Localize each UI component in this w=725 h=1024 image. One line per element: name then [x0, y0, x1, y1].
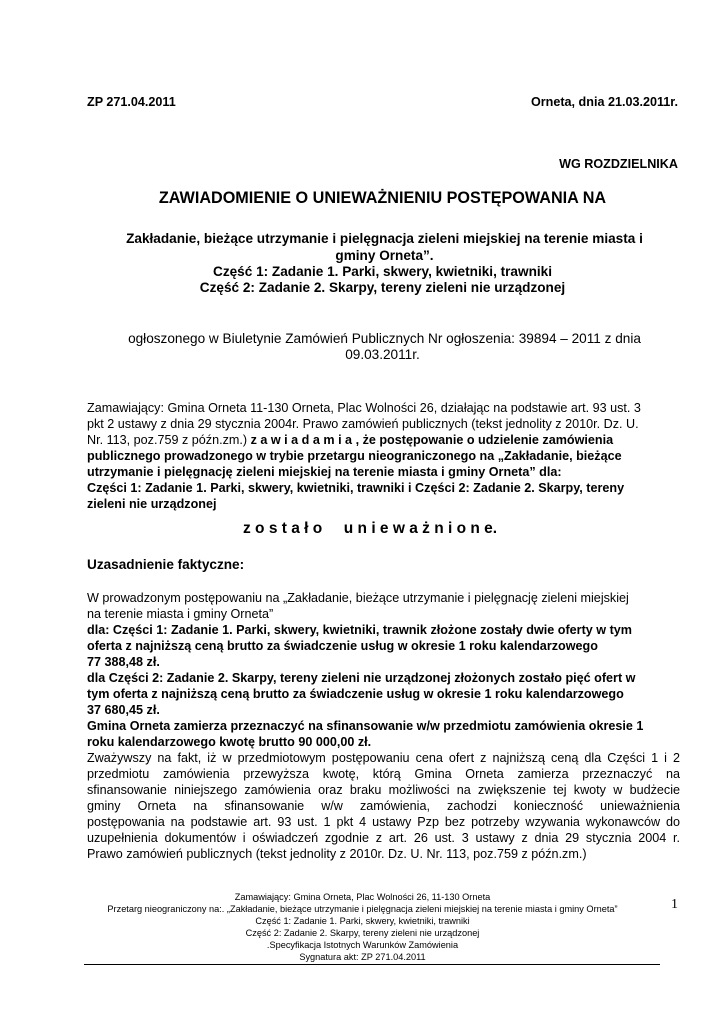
justification-line: dla Części 2: Zadanie 2. Skarpy, tereny zieleni nie urządzonej złożonych zostało pięć ofert w	[87, 671, 636, 685]
announcement-line: ogłoszonego w Biuletynie Zamówień Publicznych Nr ogłoszenia: 39894 – 2011 z dnia	[128, 331, 641, 346]
justification-line: na terenie miasta i gminy Orneta”	[87, 607, 274, 621]
announcement-date: 09.03.2011r.	[345, 347, 420, 362]
justification-line: dla: Części 1: Zadanie 1. Parki, skwery, kwietniki, trawnik złożone zostały dwie oferty w tym	[87, 623, 632, 637]
justification-line: W prowadzonym postępowaniu na „Zakładanie, bieżące utrzymanie i pielęgnację zieleni miejskiej	[87, 591, 629, 605]
justification-line: przedmiotu zamówienia przewyższa kwotę, którą Gmina Orneta zamierza przeznaczyć na	[87, 767, 680, 781]
intro-line: zieleni nie urządzonej	[87, 497, 217, 511]
subject-part-1: Część 1: Zadanie 1. Parki, skwery, kwietniki, trawniki	[213, 264, 552, 279]
footer-line: Zamawiający: Gmina Orneta, Plac Wolności 26, 11-130 Orneta	[234, 892, 491, 902]
intro-line: Zamawiający: Gmina Orneta 11-130 Orneta, Plac Wolności 26, działając na podstawie art. 93 ust. 3	[87, 401, 641, 415]
justification-line: uzupełnienia dokumentów i oświadczeń zgodnie z art. 26 ust. 3 ustawy z dnia 29 stycznia 2004 r.	[87, 831, 680, 845]
place-and-date: Orneta, dnia 21.03.2011r.	[530, 95, 678, 109]
footer-line: Przetarg nieograniczony na:. „Zakładanie, bieżące utrzymanie i pielęgnacja zieleni miejskiej na terenie miasta i gminy Orneta”	[107, 904, 618, 914]
intro-line: publicznego prowadzonego w trybie przetargu nieograniczonego na „Zakładanie, bieżące	[87, 449, 622, 463]
justification-line: tym oferta z najniższą ceną brutto za świadczenie usług w okresie 1 roku kalendarzowego	[87, 687, 624, 701]
subject-part-2: Część 2: Zadanie 2. Skarpy, tereny zieleni nie urządzonej	[199, 280, 566, 295]
distribution-note: WG ROZDZIELNIKA	[559, 157, 678, 171]
footer-line: .Specyfikacja Istotnych Warunków Zamówienia	[266, 940, 459, 950]
justification-line: sfinansowanie niniejszego zamówienia oraz braku możliwości na zwiększenie tej kwoty w budżecie	[87, 783, 680, 797]
budget-amount: roku kalendarzowego kwotę brutto 90 000,00 zł.	[87, 735, 372, 749]
intro-line: pkt 2 ustawy z dnia 29 stycznia 2004r. Prawo zamówień publicznych (tekst jednolity z 2010r. Dz. U.	[87, 417, 639, 431]
justification-heading: Uzasadnienie faktyczne:	[87, 557, 245, 572]
case-reference: ZP 271.04.2011	[87, 95, 176, 109]
justification-line: postępowania na podstawie art. 93 ust. 1 pkt 4 ustawy Pzp bez potrzeby wzywania wykonawców do	[87, 815, 680, 829]
footer-line: Sygnatura akt: ZP 271.04.2011	[299, 952, 426, 962]
justification-line: gminy Orneta na sfinansowanie w/w zamówienia, zachodzi konieczność unieważnienia	[87, 799, 680, 813]
subject-line: gminy Orneta”.	[335, 248, 434, 263]
justification-line: Gmina Orneta zamierza przeznaczyć na sfinansowanie w/w przedmiotu zamówienia okresie 1	[87, 719, 644, 733]
intro-text: Nr. 113, poz.759 z późn.zm.)	[87, 433, 251, 447]
intro-line: utrzymanie i pielęgnację zieleni miejskiej na terenie miasta i gminy Orneta” dla:	[87, 465, 562, 479]
footer-line: Część 2: Zadanie 2. Skarpy, tereny zieleni nie urządzonej	[245, 928, 480, 938]
lowest-offer-part-2: 37 680,45 zł.	[87, 703, 160, 717]
intro-notice-text: z a w i a d a m i a , że postępowanie o udzielenie zamówienia	[250, 433, 614, 447]
lowest-offer-part-1: 77 388,48 zł.	[87, 655, 160, 669]
intro-line	[87, 432, 613, 448]
subject-line: Zakładanie, bieżące utrzymanie i pielęgnacja zieleni miejskiej na terenie miasta i	[126, 231, 643, 246]
justification-line: Prawo zamówień publicznych (tekst jednolity z 2010r. Dz. U. Nr. 113, poz.759 z późn.zm.)	[87, 847, 587, 861]
document-title: ZAWIADOMIENIE O UNIEWAŻNIENIU POSTĘPOWANIA NA	[158, 189, 607, 207]
page-number: 1	[671, 897, 678, 912]
footer-line: Część 1: Zadanie 1. Parki, skwery, kwietniki, trawniki	[255, 916, 470, 926]
cancellation-statement: z o s t a ł o u n i e w a ż n i o n e.	[243, 520, 498, 537]
footer-divider	[84, 964, 660, 965]
intro-line: Części 1: Zadanie 1. Parki, skwery, kwietniki, trawniki i Części 2: Zadanie 2. Skarpy, tereny	[87, 481, 625, 495]
justification-line: oferta z najniższą ceną brutto za świadczenie usług w okresie 1 roku kalendarzowego	[87, 639, 598, 653]
justification-line: Zważywszy na fakt, iż w przedmiotowym postępowaniu cena ofert z najniższą ceną dla Części 1 i 2	[87, 751, 680, 765]
